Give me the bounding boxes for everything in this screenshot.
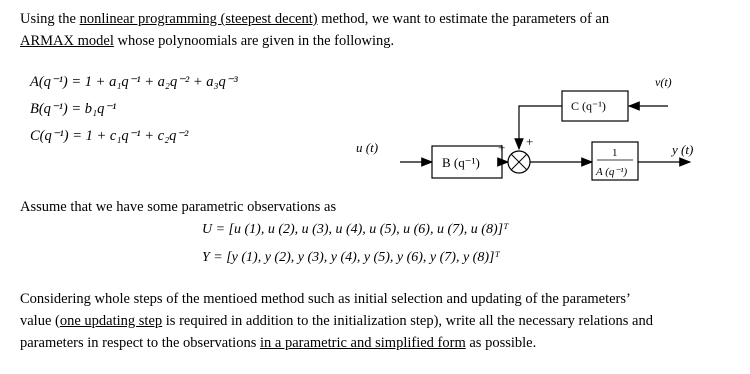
closing-updating-step: one updating step — [59, 313, 163, 329]
intro-text-1: Using the — [20, 11, 80, 27]
output-label: y (t) — [672, 142, 694, 157]
assume-text: Assume that we have some parametric observations as — [20, 199, 337, 215]
noise-label: v(t) — [655, 75, 672, 89]
closing-text-4: is required in addition to the initialization step), write all the necessary relations and — [162, 313, 653, 329]
polynomial-c: C(q⁻¹) = 1 + c₁q⁻¹ + c₂q⁻² — [30, 128, 189, 144]
closing-text-1: Considering whole steps of the mentioed method such as initial selection and updating of the parameters’ — [20, 291, 631, 307]
intro-text-3: method, we want to estimate the parameters of an — [317, 11, 610, 27]
closing-paragraph — [20, 288, 740, 354]
closing-text-5: parameters in respect to the observations — [20, 335, 260, 351]
a-block-den: A (q⁻¹) — [596, 166, 628, 178]
observation-u: U = [u (1), u (2), u (3), u (4), u (5), u (6), u (7), u (8)]ᵀ — [202, 222, 509, 237]
intro-method-link: nonlinear programming (steepest decent) — [79, 11, 318, 27]
input-label: u (t) — [356, 140, 379, 155]
observation-y: Y = [y (1), y (2), y (3), y (4), y (5), y (6), y (7), y (8)]ᵀ — [202, 250, 500, 265]
polynomial-b: B(q⁻¹) = b₁q⁻¹ — [30, 101, 117, 117]
intro-text-5: whose polynoomials are given in the following. — [113, 33, 395, 49]
b-block-label: B (q⁻¹) — [442, 155, 480, 170]
c-block-label: C (q⁻¹) — [571, 99, 606, 113]
closing-text-7: as possible. — [465, 335, 537, 351]
intro-model-name: ARMAX model — [20, 33, 114, 49]
closing-parametric-form: in a parametric and simplified form — [259, 335, 466, 351]
plus-top: + — [526, 134, 534, 149]
closing-text-2: value ( — [20, 313, 60, 329]
plus-left: + — [498, 140, 506, 155]
a-block-num: 1 — [612, 147, 618, 159]
polynomial-a: A(q⁻¹) = 1 + a₁q⁻¹ + a₂q⁻² + a₃q⁻³ — [30, 74, 238, 90]
